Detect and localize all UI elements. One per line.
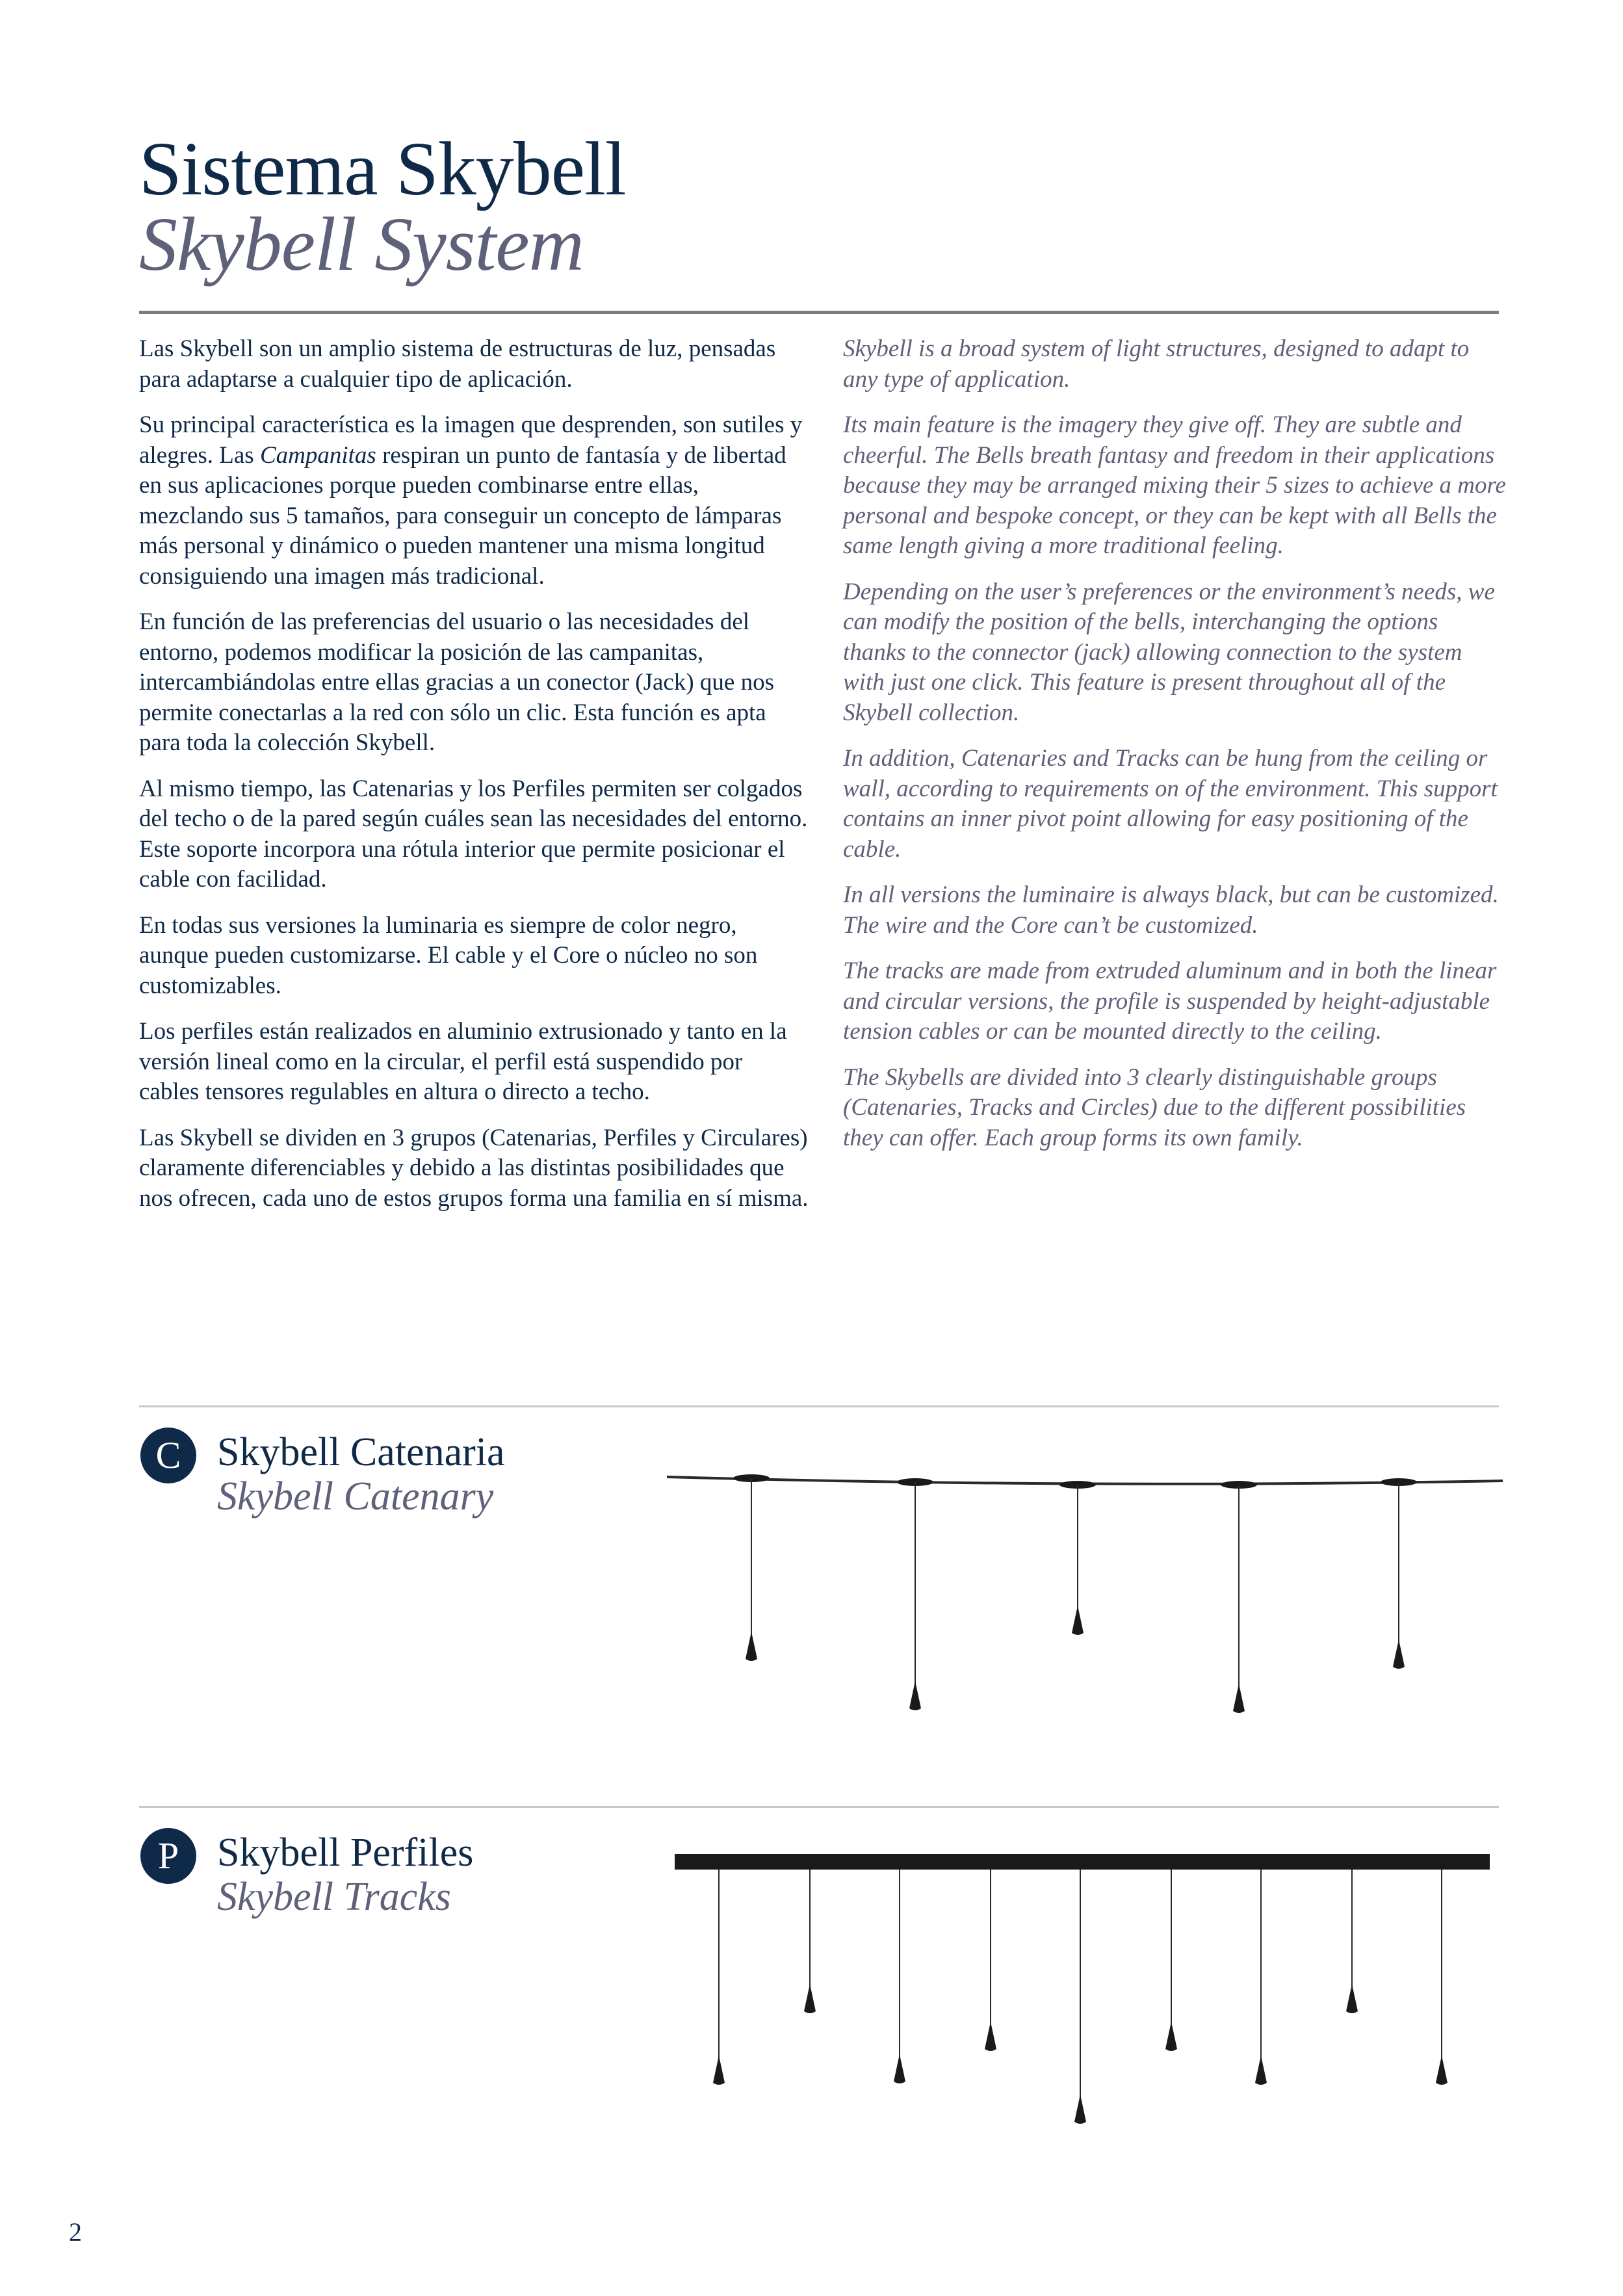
pendant-lamp <box>1381 1478 1417 1669</box>
page-subtitle: Skybell System <box>139 202 584 287</box>
tracks-subtitle: Skybell Tracks <box>217 1875 451 1919</box>
es-paragraph-1: Las Skybell son un amplio sistema de estructuras de luz, pensadas para adaptarse a cualquier tipo de aplicación. <box>139 335 776 393</box>
es-paragraph-2 <box>139 410 809 592</box>
es-paragraph-2-start: Su principal característica es la imagen que desprenden, son sutiles y alegres. Las <box>139 411 803 469</box>
en-paragraph-7: The Skybells are divided into 3 clearly distinguishable groups (Catenaries, Tracks and Circles) due to the different possibilities they can offer. Each group forms its own family. <box>843 1063 1466 1151</box>
page-number: 2 <box>69 2217 82 2247</box>
es-paragraph-2-emphasis: Campanitas <box>259 441 376 469</box>
track-profile <box>675 1854 1490 1870</box>
english-column <box>843 334 1506 1169</box>
pendant-lamp <box>1436 1870 1448 2085</box>
pendant-lamp <box>713 1870 725 2085</box>
pendant-lamp <box>1074 1870 1086 2124</box>
es-paragraph-5: En todas sus versiones la luminaria es siempre de color negro, aunque pueden customizarse. El cable y el Core o núcleo no son customizables. <box>139 911 758 999</box>
pendant-lamp <box>1346 1870 1358 2013</box>
es-paragraph-4: Al mismo tiempo, las Catenarias y los Perfiles permiten ser colgados del techo o de la pared según cuáles sean las necesidades del entorno. Este soporte incorpora una rótula interior que permite posicionar el cable con facilidad. <box>139 775 808 893</box>
es-paragraph-2-end: respiran un punto de fantasía y de libertad en sus aplicaciones porque pueden combinarse entre ellas, mezclando sus 5 tamaños, para conseguir un concepto de lámparas más personal y dinámico o pueden mantener una misma longitud consiguiendo una imagen más tradicional. <box>139 441 786 590</box>
es-paragraph-6: Los perfiles están realizados en aluminio extrusionado y tanto en la versión lineal como en la circular, el perfil está suspendido por cables tensores regulables en altura o directo a techo. <box>139 1018 787 1105</box>
pendant-lamp <box>733 1474 770 1661</box>
en-paragraph-5: In all versions the luminaire is always black, but can be customized. The wire and the Core can’t be customized. <box>843 881 1499 939</box>
catenary-illustration <box>663 1450 1508 1723</box>
header-divider <box>139 311 1499 314</box>
spanish-column <box>139 334 809 1229</box>
pendant-lamp <box>1255 1870 1267 2085</box>
page-title: Sistema Skybell <box>139 126 626 211</box>
catenary-divider <box>139 1405 1499 1407</box>
en-paragraph-2: Its main feature is the imagery they give off. They are subtle and cheerful. The Bells breath fantasy and freedom in their applications because they may be arranged mixing their 5 sizes to achieve a more personal and bespoke concept, or they can be kept with all Bells the same length giving a more traditional feeling. <box>843 411 1506 559</box>
tracks-divider <box>139 1806 1499 1808</box>
pendant-lamp <box>1165 1870 1177 2051</box>
catenary-title: Skybell Catenaria <box>217 1430 505 1474</box>
pendant-lamp <box>1059 1481 1096 1635</box>
catenary-subtitle: Skybell Catenary <box>217 1474 494 1519</box>
pendant-lamp <box>804 1870 816 2013</box>
catenary-badge: C <box>140 1428 196 1483</box>
tracks-illustration <box>669 1846 1501 2132</box>
en-paragraph-4: In addition, Catenaries and Tracks can be hung from the ceiling or wall, according to requirements on of the environment. This support contains an inner pivot point allowing for easy positioning of the cable. <box>843 745 1498 863</box>
tracks-badge: P <box>140 1828 196 1884</box>
pendant-lamp <box>1221 1481 1257 1713</box>
tracks-title: Skybell Perfiles <box>217 1831 474 1875</box>
en-paragraph-1: Skybell is a broad system of light structures, designed to adapt to any type of application. <box>843 335 1470 393</box>
es-paragraph-7: Las Skybell se dividen en 3 grupos (Catenarias, Perfiles y Circulares) claramente diferenciables y debido a las distintas posibilidades que nos ofrecen, cada uno de estos grupos forma una familia en sí misma. <box>139 1124 809 1212</box>
es-paragraph-3: En función de las preferencias del usuario o las necesidades del entorno, podemos modificar la posición de las campanitas, intercambiándolas entre ellas gracias a un conector (Jack) que nos permite conectarlas a la red con sólo un clic. Esta función es apta para toda la colección Skybell. <box>139 608 774 756</box>
en-paragraph-6: The tracks are made from extruded aluminum and in both the linear and circular versions, the profile is suspended by height-adjustable tension cables or can be mounted directly to the ceiling. <box>843 958 1497 1045</box>
en-paragraph-3: Depending on the user’s preferences or the environment’s needs, we can modify the position of the bells, interchanging the options thanks to the connector (jack) allowing connection to the system with just one click. This feature is present throughout all of the Skybell collection. <box>843 578 1495 726</box>
pendant-lamp <box>897 1478 933 1710</box>
pendant-lamp <box>985 1870 996 2051</box>
pendant-lamp <box>894 1870 905 2083</box>
